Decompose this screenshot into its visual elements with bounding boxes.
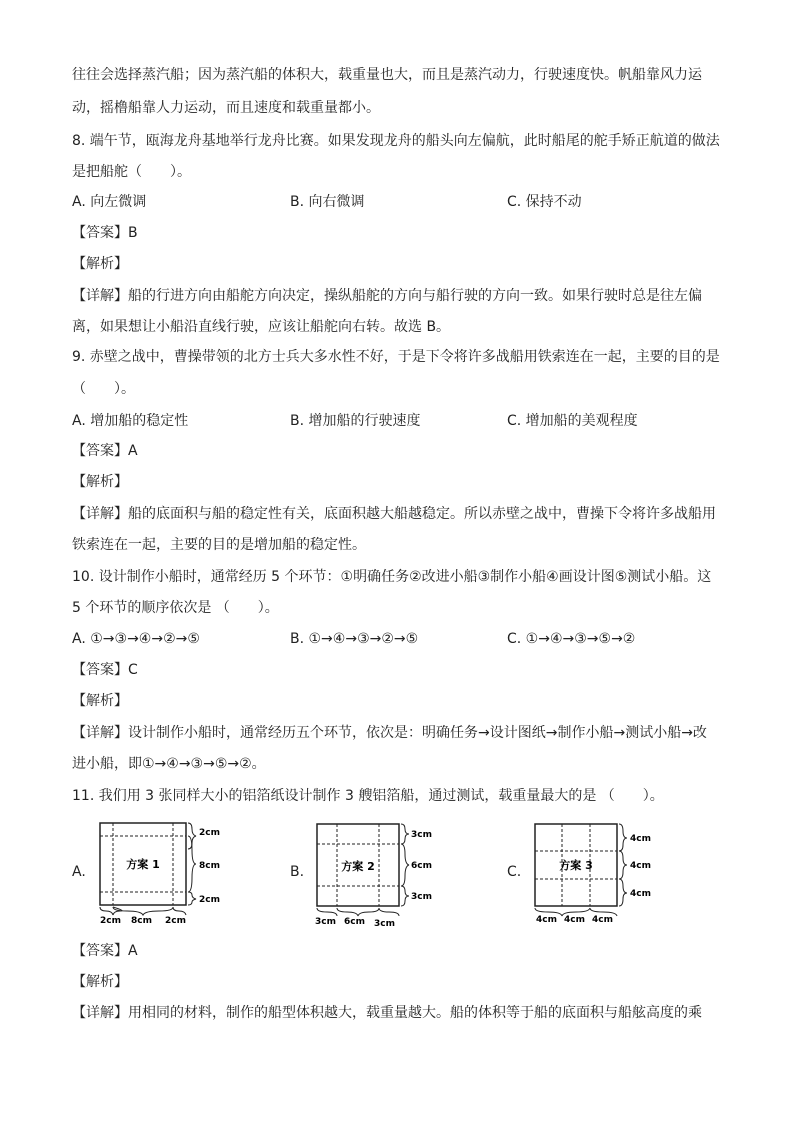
figure-a-right-dim: 8cm bbox=[199, 861, 220, 871]
figure-a-bottom-dim: 2cm bbox=[100, 916, 121, 926]
figure-c-right-brace bbox=[619, 824, 627, 851]
figure-b-bottom-dim: 3cm bbox=[374, 919, 395, 929]
question-8-option-c: C. 保持不动 bbox=[507, 194, 582, 210]
question-10-analysis-heading: 【解析】 bbox=[72, 693, 128, 709]
figure-b-bottom-dim: 3cm bbox=[315, 917, 336, 927]
question-10-detail-line-2: 进小船，即①→④→③→⑤→②。 bbox=[72, 756, 266, 772]
figure-c-bottom-dim: 4cm bbox=[536, 915, 557, 925]
question-8-option-b: B. 向右微调 bbox=[290, 194, 365, 210]
question-9-stem-line-2: （ ）。 bbox=[72, 381, 135, 397]
question-11-answer: 【答案】A bbox=[72, 943, 138, 959]
figure-b bbox=[312, 818, 452, 930]
figure-b-label: B. bbox=[290, 864, 305, 880]
figure-a-bottom-dim: 8cm bbox=[131, 916, 152, 926]
figure-c-bottom-dim: 4cm bbox=[592, 915, 613, 925]
figure-a-label: A. bbox=[72, 864, 86, 880]
figure-a-right-dim: 2cm bbox=[199, 828, 220, 838]
figure-a-right-brace bbox=[188, 892, 196, 905]
figure-b-right-dim: 3cm bbox=[411, 830, 432, 840]
figure-a bbox=[95, 820, 235, 928]
question-9-detail-line-1: 【详解】船的底面积与船的稳定性有关，底面积越大船越稳定。所以赤壁之战中，曹操下令将许多战船用 bbox=[72, 506, 716, 522]
figure-c-right-dim: 4cm bbox=[630, 834, 651, 844]
question-10-option-a: A. ①→③→④→②→⑤ bbox=[72, 631, 200, 647]
question-8-answer: 【答案】B bbox=[72, 225, 138, 241]
figure-c-plan-name: 方案 3 bbox=[559, 859, 593, 872]
question-8-stem-line-1: 8. 端午节，瓯海龙舟基地举行龙舟比赛。如果发现龙舟的船头向左偏航，此时船尾的舵手矫正航道的做法 bbox=[72, 133, 720, 149]
figure-c-label: C. bbox=[507, 864, 522, 880]
figure-c-right-brace bbox=[619, 879, 627, 906]
question-9-option-c: C. 增加船的美观程度 bbox=[507, 413, 638, 429]
question-11-detail-line-1: 【详解】用相同的材料，制作的船型体积越大，载重量越大。船的体积等于船的底面积与船舷高度的乘 bbox=[72, 1005, 702, 1021]
question-10-answer: 【答案】C bbox=[72, 662, 138, 678]
figure-b-bottom-brace bbox=[337, 908, 379, 916]
figure-b-right-dim: 6cm bbox=[411, 861, 432, 871]
figure-a-right-dim: 2cm bbox=[199, 895, 220, 905]
question-11-stem: 11. 我们用 3 张同样大小的铝箔纸设计制作 3 艘铝箔船，通过测试，载重量最大的是 （ ）。 bbox=[72, 788, 664, 804]
question-9-option-b: B. 增加船的行驶速度 bbox=[290, 413, 421, 429]
figure-c-bottom-dim: 4cm bbox=[564, 915, 585, 925]
intro-line-2: 动，摇橹船靠人力运动，而且速度和载重量都小。 bbox=[72, 100, 380, 116]
intro-line-1: 往往会选择蒸汽船；因为蒸汽船的体积大，载重量也大，而且是蒸汽动力，行驶速度快。帆船靠风力运 bbox=[72, 67, 702, 83]
figure-a-bottom-brace bbox=[113, 907, 173, 915]
question-10-stem-line-2: 5 个环节的顺序依次是 （ ）。 bbox=[72, 600, 279, 616]
question-9-option-a: A. 增加船的稳定性 bbox=[72, 413, 189, 429]
question-10-option-c: C. ①→④→③→⑤→② bbox=[507, 631, 636, 647]
figure-a-bottom-dim: 2cm bbox=[165, 916, 186, 926]
figure-c-right-dim: 4cm bbox=[630, 861, 651, 871]
question-9-analysis-heading: 【解析】 bbox=[72, 474, 128, 490]
question-10-option-b: B. ①→④→③→②→⑤ bbox=[290, 631, 419, 647]
figure-b-bottom-brace bbox=[379, 908, 399, 916]
figure-c-right-brace bbox=[619, 851, 627, 879]
question-8-detail-line-1: 【详解】船的行进方向由船舵方向决定，操纵船舵的方向与船行驶的方向一致。如果行驶时总是往左偏 bbox=[72, 288, 702, 304]
figure-b-right-brace bbox=[401, 886, 409, 906]
question-8-stem-line-2: 是把船舵（ ）。 bbox=[72, 164, 191, 180]
figure-c-right-dim: 4cm bbox=[630, 889, 651, 899]
question-9-answer: 【答案】A bbox=[72, 443, 138, 459]
question-8-option-a: A. 向左微调 bbox=[72, 194, 147, 210]
figure-a-right-brace bbox=[188, 836, 196, 892]
figure-b-plan-name: 方案 2 bbox=[341, 860, 375, 873]
figure-b-right-brace bbox=[401, 844, 409, 886]
figure-a-bottom-brace bbox=[100, 907, 122, 915]
question-10-detail-line-1: 【详解】设计制作小船时，通常经历五个环节，依次是：明确任务→设计图纸→制作小船→测试小船→改 bbox=[72, 725, 707, 741]
figure-a-plan-name: 方案 1 bbox=[126, 858, 160, 871]
question-9-detail-line-2: 铁索连在一起，主要的目的是增加船的稳定性。 bbox=[72, 537, 366, 553]
question-10-stem-line-1: 10. 设计制作小船时，通常经历 5 个环节：①明确任务②改进小船③制作小船④画设计图⑤测试小船。这 bbox=[72, 569, 712, 585]
figure-b-right-brace bbox=[401, 824, 409, 844]
figure-c bbox=[530, 820, 670, 930]
figure-b-bottom-brace bbox=[317, 908, 337, 916]
question-8-analysis-heading: 【解析】 bbox=[72, 256, 128, 272]
figure-a-bottom-brace bbox=[173, 907, 186, 915]
question-9-stem-line-1: 9. 赤壁之战中，曹操带领的北方士兵大多水性不好，于是下令将许多战船用铁索连在一起，主要的目的是 bbox=[72, 349, 720, 365]
figure-b-bottom-dim: 6cm bbox=[344, 917, 365, 927]
figure-b-right-dim: 3cm bbox=[411, 892, 432, 902]
question-11-analysis-heading: 【解析】 bbox=[72, 974, 128, 990]
question-8-detail-line-2: 离，如果想让小船沿直线行驶，应该让船舵向右转。故选 B。 bbox=[72, 319, 451, 335]
